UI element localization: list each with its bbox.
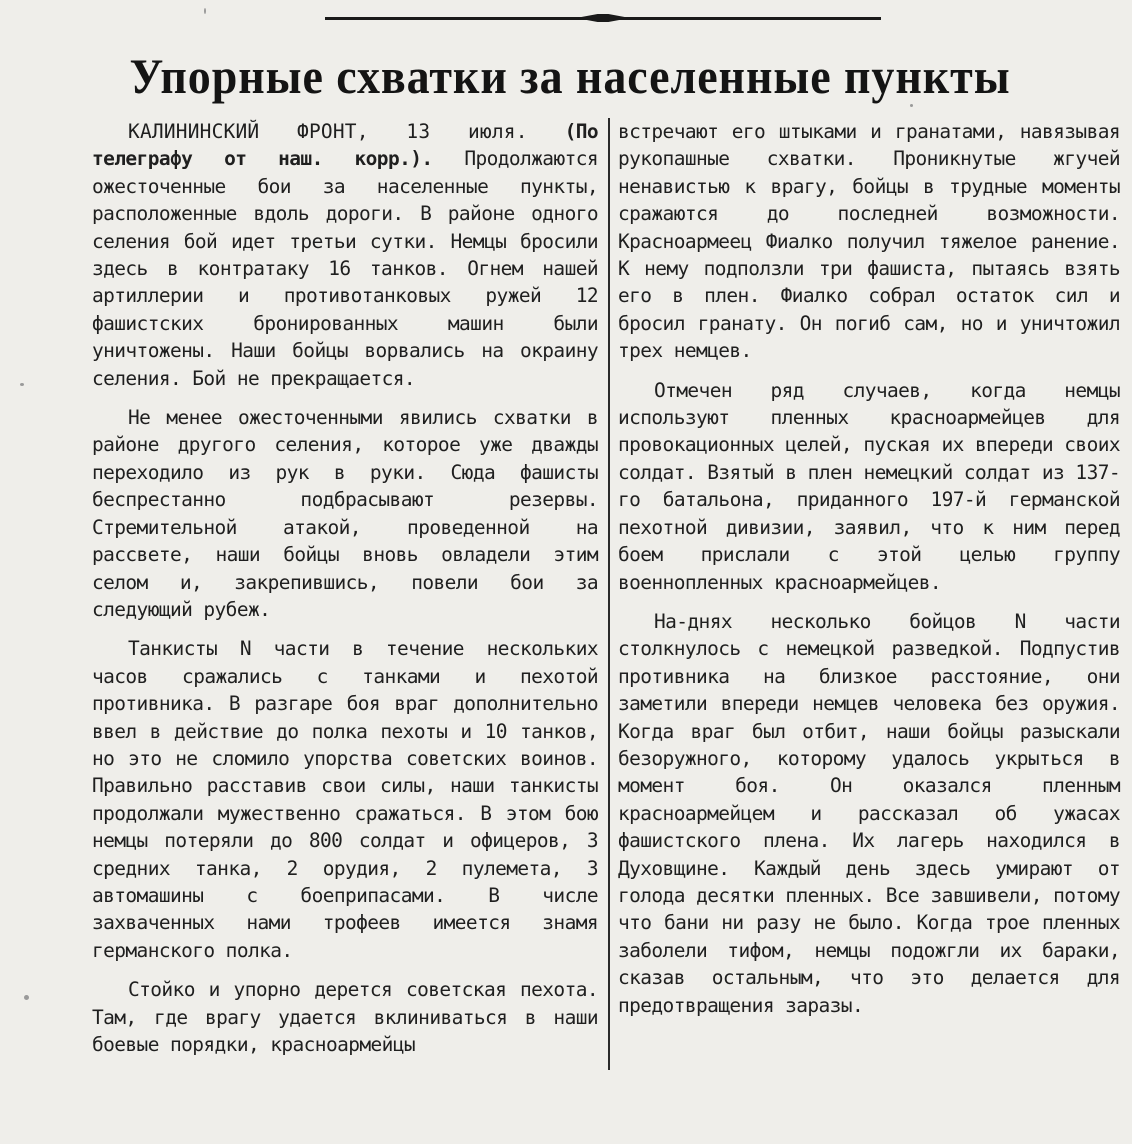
paragraph-4-end: встречают его штыками и гранатами, навязывая рукопашные схватки. Проникнутые жгучей ненавистью к врагу, бойцы в трудные моменты сражаются до последней возможности. Красноармеец Фиалко получил тяжелое ранение. К нему подползли три фашиста, пытаясь взять его в плен. Фиалко собрал остаток сил и бросил гранату. Он погиб сам, но и уничтожил трех немцев.	[618, 120, 1120, 363]
left-column	[92, 118, 598, 1070]
print-speck	[910, 104, 913, 107]
paragraph-2: Не менее ожесточенными явились схватки в районе другого селения, которое уже дважды переходило из рук в руки. Сюда фашисты беспрестанно подбрасывают резервы. Стремительной атакой, проведенной на рассвете, наши бойцы вновь овладели этим селом и, закрепившись, повели бои за следующий рубеж.	[92, 406, 598, 621]
column-divider	[608, 118, 610, 1070]
lead-text: Продолжаются ожесточенные бои за населенные пункты, расположенные вдоль дороги. В районе одного селения бой идет третьи сутки. Немцы бросили здесь в контратаку 16 танков. Огнем нашей артиллерии и противотанковых ружей 12 фашистских бронированных машин были уничтожены. Наши бойцы ворвались на окраину селения. Бой не прекращается.	[92, 147, 599, 390]
print-speck	[24, 995, 29, 1000]
paragraph-3: Танкисты N части в течение нескольких часов сражались с танками и пехотой противника. В разгаре боя враг дополнительно ввел в действие до полка пехоты и 10 танков, но это не сломило упорства советских воинов. Правильно расставив свои силы, наши танкисты продолжали мужественно сражаться. В этом бою немцы потеряли до 800 солдат и офицеров, 3 средних танка, 2 орудия, 2 пулемета, 3 автомашины с боеприпасами. В числе захваченных нами трофеев имеется знамя германского полка.	[92, 637, 598, 962]
dateline: КАЛИНИНСКИЙ ФРОНТ, 13 июля.	[128, 120, 528, 143]
paragraph-5: Отмечен ряд случаев, когда немцы используют пленных красноармейцев для провокационных целей, пуская их впереди своих солдат. Взятый в плен немецкий солдат из 137-го батальона, приданного 197-й германской пехотной дивизии, заявил, что к ним перед боем прислали с этой целью группу военнопленных красноармейцев.	[618, 378, 1120, 594]
lead-paragraph	[92, 118, 598, 392]
rule-ornament	[576, 14, 630, 22]
right-column	[618, 118, 1120, 1031]
print-speck	[20, 383, 24, 386]
paragraph-6: На-днях несколько бойцов N части столкнулось с немецкой разведкой. Подпустив противника на близкое расстояние, они заметили впереди немцев человека без оружия. Когда враг был отбит, наши бойцы разыскали безоружного, которому удалось укрыться в момент боя. Он оказался пленным красноармейцем и рассказал об ужасах фашистского плена. Их лагерь находился в Духовщине. Каждый день здесь умирают от голода десятки пленных. Все завшивели, потому что бани ни разу не было. Когда трое пленных заболели тифом, немцы подожгли их бараки, сказав остальным, что это делается для предотвращения заразы.	[618, 609, 1120, 1017]
print-speck	[204, 8, 206, 14]
source-credit: (По телеграфу от наш. корр.).	[92, 120, 598, 171]
headline: Упорные схватки за населенные пункты	[129, 48, 1011, 104]
ornamental-rule	[325, 8, 881, 28]
paragraph-4-start: Стойко и упорно дерется советская пехота. Там, где врагу удается вклиниваться в наши боевые порядки, красноармейцы	[92, 978, 598, 1056]
